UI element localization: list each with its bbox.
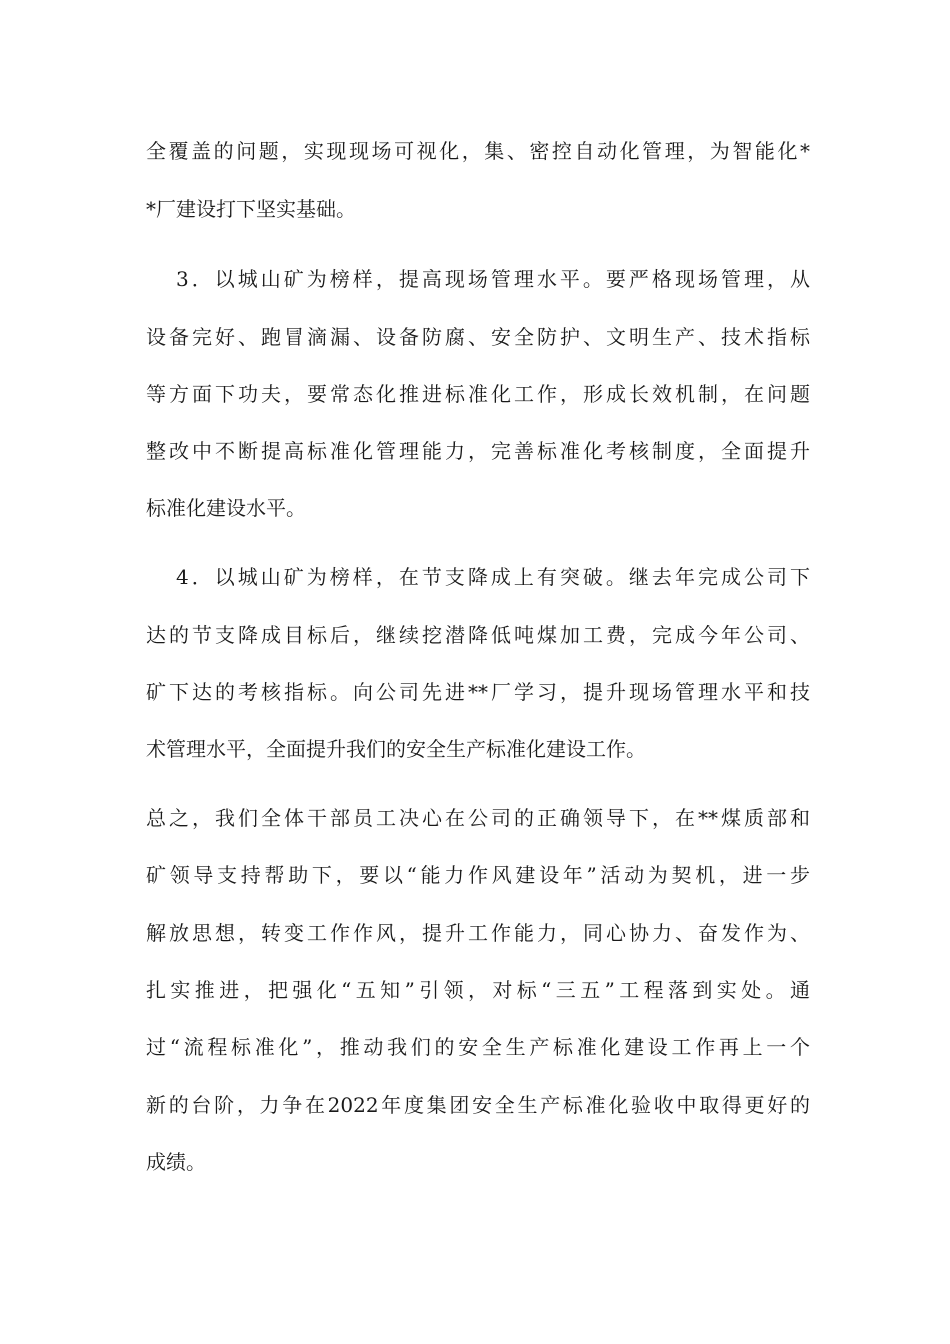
text-line: 标准化建设水平。 bbox=[146, 496, 306, 520]
text-line: 全覆盖的问题，实现现场可视化，集、密控自动化管理，为智能化* bbox=[146, 139, 810, 163]
text-line: 总之，我们全体干部员工决心在公司的正确领导下，在**煤质部和 bbox=[146, 806, 810, 830]
text-line: 达的节支降成目标后，继续挖潜降低吨煤加工费，完成今年公司、 bbox=[146, 623, 810, 647]
text-line: 扎实推进，把强化“五知”引领，对标“三五”工程落到实处。通 bbox=[146, 978, 810, 1002]
text-line: 整改中不断提高标准化管理能力，完善标准化考核制度，全面提升 bbox=[146, 439, 810, 463]
text-line: 设备完好、跑冒滴漏、设备防腐、安全防护、文明生产、技术指标 bbox=[146, 325, 810, 349]
text-line: 成绩。 bbox=[146, 1150, 206, 1174]
text-line: 4．以城山矿为榜样，在节支降成上有突破。继去年完成公司下 bbox=[176, 565, 810, 589]
text-line: 等方面下功夫，要常态化推进标准化工作，形成长效机制，在问题 bbox=[146, 382, 810, 406]
text-line: 解放思想，转变工作作风，提升工作能力，同心协力、奋发作为、 bbox=[146, 921, 810, 945]
text-line: *厂建设打下坚实基础。 bbox=[146, 197, 356, 221]
text-line: 过“流程标准化”，推动我们的安全生产标准化建设工作再上一个 bbox=[146, 1035, 810, 1059]
text-line: 矿下达的考核指标。向公司先进**厂学习，提升现场管理水平和技 bbox=[146, 680, 810, 704]
text-line: 新的台阶，力争在2022年度集团安全生产标准化验收中取得更好的 bbox=[146, 1093, 810, 1117]
text-line: 3．以城山矿为榜样，提高现场管理水平。要严格现场管理，从 bbox=[176, 267, 810, 291]
text-line: 术管理水平，全面提升我们的安全生产标准化建设工作。 bbox=[146, 737, 646, 761]
text-line: 矿领导支持帮助下，要以“能力作风建设年”活动为契机，进一步 bbox=[146, 863, 810, 887]
